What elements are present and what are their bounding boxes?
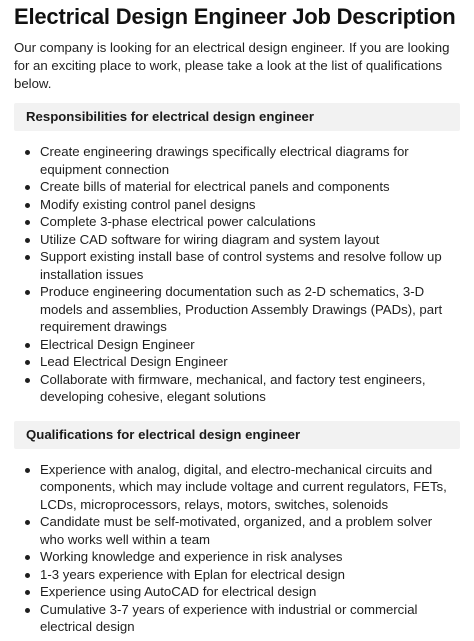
list-item-text: Collaborate with firmware, mechanical, and factory test engineers, developing cohesive, elegant solutions bbox=[40, 371, 426, 404]
list-item-text: Produce engineering documentation such as 2-D schematics, 3-D models and assemblies, Production Assembly Drawings (PADs), part requirement drawings bbox=[40, 284, 443, 334]
list-item-text: Support existing install base of control systems and resolve follow up installation issues bbox=[40, 249, 442, 282]
list-item-text: Experience using AutoCAD for electrical design bbox=[40, 584, 317, 599]
bullet-icon bbox=[25, 608, 30, 613]
responsibility-item bbox=[40, 283, 460, 336]
bullet-icon bbox=[25, 290, 30, 295]
responsibility-item bbox=[40, 178, 460, 196]
responsibility-item bbox=[40, 213, 460, 231]
list-item-text: Working knowledge and experience in risk analyses bbox=[40, 549, 343, 564]
qualification-item bbox=[40, 461, 460, 514]
responsibility-item bbox=[40, 196, 460, 214]
qualifications-header: Qualifications for electrical design engineer bbox=[14, 421, 460, 449]
qualification-item bbox=[40, 601, 460, 636]
responsibility-item bbox=[40, 231, 460, 249]
list-item-text: Modify existing control panel designs bbox=[40, 196, 256, 212]
responsibility-item bbox=[40, 248, 460, 283]
page-title: Electrical Design Engineer Job Description bbox=[14, 4, 456, 29]
responsibilities-list bbox=[14, 143, 460, 406]
bullet-icon bbox=[25, 378, 30, 383]
bullet-icon bbox=[25, 220, 30, 225]
list-item-text: Complete 3-phase electrical power calculations bbox=[40, 214, 316, 229]
list-item-text: Cumulative 3-7 years of experience with industrial or commercial electrical design bbox=[40, 601, 418, 634]
list-item-text: Electrical Design Engineer bbox=[40, 336, 195, 352]
bullet-icon bbox=[25, 520, 30, 525]
list-item-text: Create engineering drawings specifically electrical diagrams for equipment connection bbox=[40, 144, 409, 177]
qualification-item bbox=[40, 583, 460, 601]
list-item-text: Experience with analog, digital, and electro-mechanical circuits and components, which may include voltage and current regulators, FETs, LCDs, microprocessors, relays, motors, switches, solenoids bbox=[40, 461, 447, 512]
bullet-icon bbox=[25, 590, 30, 595]
bullet-icon bbox=[25, 238, 30, 243]
bullet-icon bbox=[25, 343, 30, 348]
responsibility-item bbox=[40, 143, 460, 178]
list-item-text: Lead Electrical Design Engineer bbox=[40, 354, 228, 369]
qualification-item bbox=[40, 566, 460, 584]
bullet-icon bbox=[25, 150, 30, 155]
bullet-icon bbox=[25, 555, 30, 560]
bullet-icon bbox=[25, 185, 30, 190]
list-item-text: Candidate must be self-motivated, organized, and a problem solver who works well within a team bbox=[40, 514, 433, 547]
bullet-icon bbox=[25, 360, 30, 365]
qualifications-list bbox=[14, 461, 460, 636]
responsibility-item bbox=[40, 336, 460, 354]
responsibility-item bbox=[40, 371, 460, 406]
bullet-icon bbox=[25, 203, 30, 208]
bullet-icon bbox=[25, 255, 30, 260]
intro-paragraph: Our company is looking for an electrical design engineer. If you are looking for an exciting place to work, please take a look at the list of qualifications below. bbox=[14, 40, 450, 91]
bullet-icon bbox=[25, 468, 30, 473]
qualification-item bbox=[40, 548, 460, 566]
list-item-text: 1-3 years experience with Eplan for electrical design bbox=[40, 566, 345, 582]
responsibilities-header: Responsibilities for electrical design engineer bbox=[14, 103, 460, 131]
list-item-text: Create bills of material for electrical panels and components bbox=[40, 179, 390, 194]
list-item-text: Utilize CAD software for wiring diagram and system layout bbox=[40, 231, 380, 247]
bullet-icon bbox=[25, 573, 30, 578]
qualification-item bbox=[40, 513, 460, 548]
responsibility-item bbox=[40, 353, 460, 371]
